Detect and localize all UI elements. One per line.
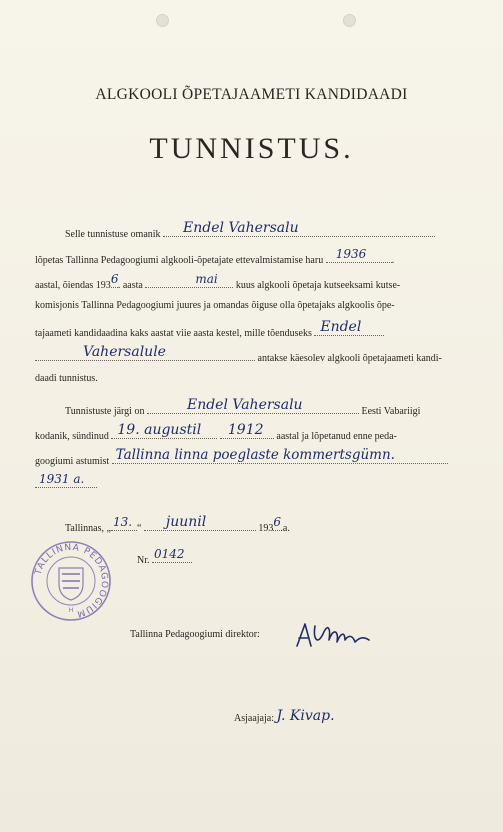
field-citizen-name: Endel Vahersalu (147, 401, 359, 414)
field-exam-year-digit: 6 (110, 272, 119, 286)
line-3: aastal, õiendas 193 6 . aasta mai kuus algkooli õpetaja kutseeksami kutse- (35, 272, 401, 291)
field-birth-year: 1912 (220, 426, 274, 439)
line-10: googiumi astumist Tallinna linna poeglaste kommertsgümn. (35, 451, 448, 469)
seal-text: TALLINNA PEDAGOOGIUM (33, 542, 110, 619)
director-signature (293, 616, 373, 654)
issue-date-line: Tallinnas, „ 13. “ juunil 193 6 .a. (65, 514, 290, 534)
clerk-label: Asjaajaja: (234, 713, 274, 724)
svg-text:H: H (68, 607, 74, 614)
director-label: Tallinna Pedagoogiumi direktor: (130, 629, 260, 640)
document-title: TUNNISTUS. (149, 132, 354, 165)
pedagogium-seal (30, 540, 112, 622)
line-11 (35, 472, 97, 493)
line-6: Vahersalule antakse käesolev algkooli õpetajaameti kandi- (35, 348, 442, 366)
field-previous-school: Tallinna linna poeglaste kommertsgümn. (112, 451, 448, 464)
field-exam-month: mai (145, 275, 233, 288)
field-name-first: Endel (314, 323, 384, 336)
field-month: juunil (144, 518, 256, 531)
punch-hole-left (156, 14, 169, 27)
line-9: kodanik, sündinud 19. augustil 1912 aastal ja lõpetanud enne peda- (35, 422, 397, 442)
field-birth-date: 19. augustil (111, 426, 217, 439)
text-graduated: lõpetas Tallinna Pedagoogiumi algkooli-õpetajate ettevalmistamise haru (35, 255, 324, 266)
field-owner-name (163, 220, 435, 237)
document-heading: ALGKOOLI ÕPETAJAAMETI KANDIDAADI (95, 86, 408, 103)
line-7: daadi tunnistus. (35, 373, 98, 384)
label-owner: Selle tunnistuse omanik (65, 229, 161, 240)
director-line (130, 628, 260, 642)
field-day: 13. (111, 518, 137, 531)
field-registry-number: 0142 (152, 550, 192, 563)
line-5: tajaameti kandidaadina kaks aastat viie aasta kestel, mille tõenduseks Endel (35, 323, 384, 341)
line-2: lõpetas Tallinna Pedagoogiumi algkooli-õpetajate ettevalmistamise haru 1936 . (35, 247, 395, 266)
field-previous-school-year: 1931 a. (35, 475, 97, 488)
field-grad-year (326, 247, 392, 263)
punch-hole-right (343, 14, 356, 27)
field-year-digit: 6 (273, 515, 282, 529)
line-8: Tunnistuste järgi on Endel Vahersalu Eesti Vabariigi (65, 397, 421, 417)
line-4: komisjonis Tallinna Pedagoogiumi juures ja omandas õiguse olla õpetajaks algkoolis õpe- (35, 300, 395, 311)
handwritten-grad-year: 1936 (335, 247, 367, 261)
line-1 (65, 220, 435, 242)
handwritten-owner-name: Endel Vahersalu (183, 220, 299, 236)
clerk-line (234, 710, 335, 726)
field-name-dative: Vahersalule (35, 348, 255, 361)
clerk-signature: J. Kivap. (276, 708, 335, 724)
registry-number-line: Nr. 0142 (137, 550, 192, 568)
